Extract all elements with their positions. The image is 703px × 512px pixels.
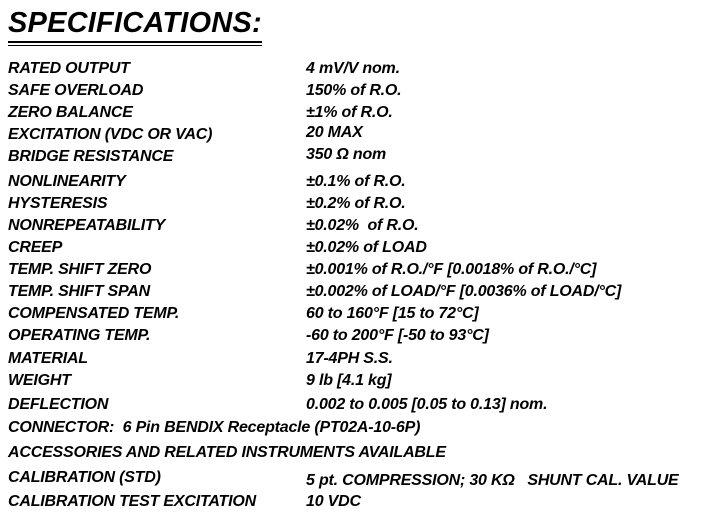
- spec-label: CREEP: [8, 239, 63, 256]
- spec-value: -60 to 200°F [-50 to 93°C]: [306, 327, 489, 344]
- spec-row: [8, 193, 703, 215]
- spec-row: [8, 237, 703, 259]
- spec-table: [8, 58, 703, 512]
- spec-row: [8, 215, 703, 237]
- spec-value: ±0.2% of R.O.: [306, 195, 406, 212]
- spec-label: WEIGHT: [8, 372, 71, 389]
- spec-row: [8, 491, 703, 512]
- spec-value: 9 lb [4.1 kg]: [306, 372, 392, 389]
- spec-label: RATED OUTPUT: [8, 60, 130, 77]
- spec-value: 150% of R.O.: [306, 82, 402, 99]
- spec-row: [8, 394, 703, 416]
- spec-row: [8, 303, 703, 325]
- spec-row: [8, 58, 703, 80]
- spec-label: HYSTERESIS: [8, 195, 108, 212]
- spec-label: CALIBRATION TEST EXCITATION: [8, 493, 256, 510]
- spec-row: [8, 259, 703, 281]
- spec-row: [8, 146, 703, 168]
- spec-row: [8, 281, 703, 303]
- spec-value: ±0.002% of LOAD/°F [0.0036% of LOAD/°C]: [306, 283, 622, 300]
- spec-row: [8, 325, 703, 347]
- spec-label: ZERO BALANCE: [8, 104, 133, 121]
- spec-row: [8, 348, 703, 370]
- spec-label: SAFE OVERLOAD: [8, 82, 144, 99]
- spec-row: [8, 467, 703, 489]
- spec-value: 350 Ω nom: [306, 146, 387, 163]
- spec-value: 4 mV/V nom.: [306, 60, 400, 77]
- spec-value: 20 MAX: [306, 124, 363, 141]
- spec-line-connector: CONNECTOR: 6 Pin BENDIX Receptacle (PT02A-10-6P): [8, 419, 421, 436]
- spec-row: [8, 370, 703, 392]
- spec-value: ±1% of R.O.: [306, 104, 393, 121]
- spec-label: CALIBRATION (STD): [8, 469, 161, 486]
- spec-value: 17-4PH S.S.: [306, 350, 393, 367]
- spec-label: NONREPEATABILITY: [8, 217, 166, 234]
- spec-label: EXCITATION (VDC OR VAC): [8, 126, 213, 143]
- spec-label: BRIDGE RESISTANCE: [8, 148, 174, 165]
- spec-value: 10 VDC: [306, 493, 361, 510]
- spec-label: DEFLECTION: [8, 396, 109, 413]
- spec-line-accessories: ACCESSORIES AND RELATED INSTRUMENTS AVAILABLE: [8, 444, 446, 461]
- spec-label: OPERATING TEMP.: [8, 327, 151, 344]
- spec-value: 60 to 160°F [15 to 72°C]: [306, 305, 479, 322]
- spec-value: ±0.1% of R.O.: [306, 173, 406, 190]
- spec-value: ±0.02% of LOAD: [306, 239, 427, 256]
- spec-label: TEMP. SHIFT SPAN: [8, 283, 151, 300]
- page-title: SPECIFICATIONS:: [8, 8, 262, 43]
- spec-label: TEMP. SHIFT ZERO: [8, 261, 152, 278]
- spec-value: ±0.001% of R.O./°F [0.0018% of R.O./°C]: [306, 261, 597, 278]
- spec-label: MATERIAL: [8, 350, 88, 367]
- spec-value: ±0.02% of R.O.: [306, 217, 419, 234]
- spec-value: 0.002 to 0.005 [0.05 to 0.13] nom.: [306, 396, 548, 413]
- spec-label: NONLINEARITY: [8, 173, 126, 190]
- spec-row: [8, 124, 703, 146]
- spec-row: [8, 171, 703, 193]
- spec-value: 5 pt. COMPRESSION; 30 KΩ SHUNT CAL. VALUE: [306, 472, 679, 489]
- spec-label: COMPENSATED TEMP.: [8, 305, 180, 322]
- spec-row: [8, 102, 703, 124]
- spec-row: [8, 80, 703, 102]
